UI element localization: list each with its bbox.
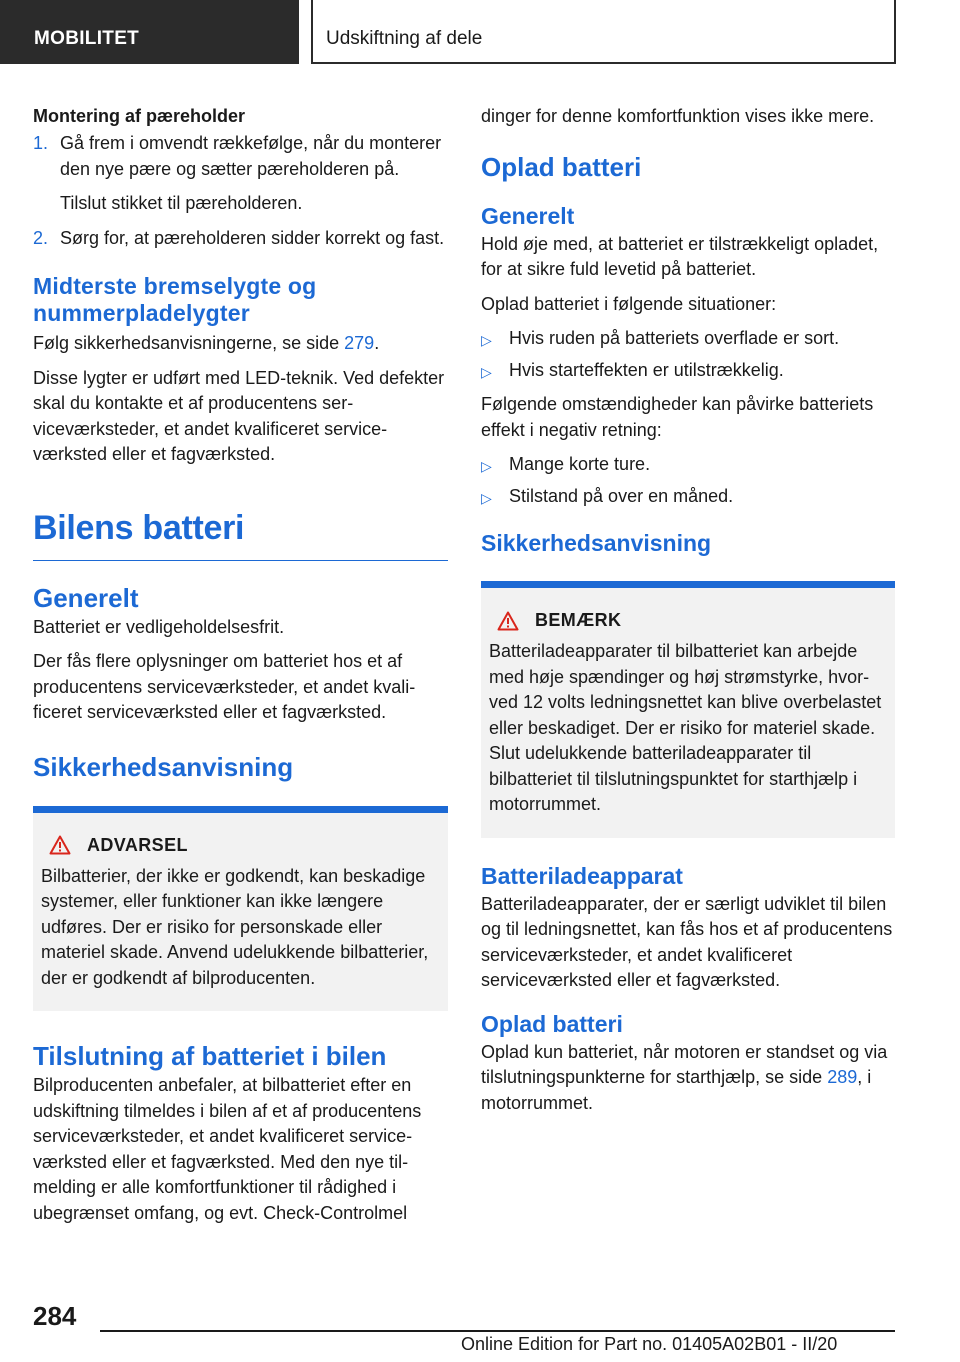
list-item-text: Hvis ruden på batteriets overflade er sort. xyxy=(509,328,840,348)
brake-lights-ref-paragraph xyxy=(33,331,448,357)
charge-general-heading: Generelt xyxy=(481,202,575,229)
warning-triangle-icon xyxy=(49,835,71,855)
charge2-heading: Oplad batteri xyxy=(481,1010,623,1037)
charger-heading: Batteriladeapparat xyxy=(481,862,683,889)
battery-heading: Bilens batteri xyxy=(33,508,448,561)
footer-edition: Online Edition for Part no. 01405A02B01 - II/20 xyxy=(461,1334,838,1354)
brake-lights-paragraph: Disse lygter er udført med LED-teknik. Ved defekter skal du kontakte et af producentens serviceværksteder, et andet kvalificeret serviceværksted eller et fagværksted. xyxy=(33,367,445,464)
note-header xyxy=(489,610,887,631)
list-item xyxy=(481,484,895,510)
step-1-text: Gå frem i omvendt rækkefølge, når du monterer den nye pære og sætter pæreholderen på. xyxy=(60,133,442,179)
list-item-text: Stilstand på over en måned. xyxy=(509,485,734,506)
note-text: Batteriladeapparater til bilbatteriet kan arbejde med høje spændinger og høj strømstyrke, hvorved 12 volts ledningsnettet kan blive overbelastet eller beskadiget. Der er risiko for materiel skade. Slut udelukkende batteriladeapparater til bilbatteriet til tilslutningspunktet for starthjælp i motorrummet. xyxy=(489,641,882,814)
page-ref-279-link[interactable]: 279 xyxy=(344,333,375,353)
note-label: BEMÆRK xyxy=(535,610,622,630)
list-item-text: Mange korte ture. xyxy=(509,454,651,474)
left-column xyxy=(33,104,448,1235)
page-ref-289-link[interactable]: 289 xyxy=(827,1067,858,1087)
charge2-post: , i motorrummet. xyxy=(481,1067,872,1113)
header-section-label: MOBILITET xyxy=(34,28,140,49)
warning-box xyxy=(33,806,448,1012)
header-chapter-label: Udskiftning af dele xyxy=(326,28,483,49)
footer-divider xyxy=(100,1330,895,1332)
triangle-bullet-icon: ▷ xyxy=(481,332,492,348)
right-column xyxy=(481,104,895,1125)
warning-header xyxy=(41,835,440,856)
warning-text: Bilbatterier, der ikke er godkendt, kan beskadige systemer, eller funktioner kan ikke længere udføres. Der er risiko for personskade eller materiel skade. Anvend udelukkende bilbatterier, der er godkendt af bilproducenten. xyxy=(41,865,429,988)
triangle-bullet-icon: ▷ xyxy=(481,363,492,380)
negative-effects-list xyxy=(481,452,895,509)
charge-heading: Oplad batteri xyxy=(481,151,642,182)
safety-heading-right: Sikkerhedsanvisning xyxy=(481,530,712,556)
charge2-pre: Oplad kun batteriet, når motoren er standset og via tilslutningspunkterne for starthjælp, se side xyxy=(481,1041,888,1087)
charger-paragraph: Batteriladeapparater, der er særligt udviklet til bilen og til ledningsnettet, kan fås hos et af producentens serviceværksteder, et andet kvalificeret serviceværksted eller et fagværksted. xyxy=(481,893,893,990)
charge-general-paragraph-1: Hold øje med, at batteriet er tilstrækkeligt opladet, for at sikre fuld levetid på batteriet. xyxy=(481,233,879,279)
warning-triangle-icon xyxy=(497,611,519,631)
warning-label: ADVARSEL xyxy=(87,834,188,855)
general-heading: Generelt xyxy=(33,582,139,613)
general-paragraph-2: Der fås flere oplysninger om batteriet hos et af producentens serviceværksteder, et andet kvalificeret serviceværksted eller et fagværksted. xyxy=(33,651,416,722)
step-1-number: 1. xyxy=(33,133,49,153)
triangle-bullet-icon: ▷ xyxy=(481,489,492,506)
page-number: 284 xyxy=(33,1301,77,1331)
step-1 xyxy=(33,131,448,217)
step-2-text: Sørg for, at pæreholderen sidder korrekt og fast. xyxy=(60,227,445,248)
charge-general-paragraph-2: Oplad batteriet i følgende situationer: xyxy=(481,293,777,314)
general-paragraph-1: Batteriet er vedligeholdelsesfrit. xyxy=(33,616,285,637)
brake-lights-heading: Midterste bremselygte og nummerpladelygter xyxy=(33,273,317,326)
mount-steps xyxy=(33,131,448,251)
triangle-bullet-icon: ▷ xyxy=(481,458,492,474)
list-item xyxy=(481,452,895,478)
connect-heading: Tilslutning af batteriet i bilen xyxy=(33,1041,387,1071)
note-box xyxy=(481,581,895,838)
list-item xyxy=(481,326,895,352)
step-2-number: 2. xyxy=(33,227,49,248)
safety-heading-left: Sikkerhedsanvisning xyxy=(33,751,294,782)
brake-ref-post: . xyxy=(374,333,380,353)
brake-ref-pre: Følg sikkerhedsanvisningerne, se side xyxy=(33,333,345,353)
charge-situations-list xyxy=(481,326,895,383)
mount-title: Montering af pæreholder xyxy=(33,106,246,126)
charge-general-paragraph-3: Følgende omstændigheder kan påvirke batteriets effekt i negativ retning: xyxy=(481,394,874,440)
step-1-subtext: Tilslut stikket til pæreholderen. xyxy=(60,193,303,213)
charge2-paragraph xyxy=(481,1040,895,1117)
header-section-tab xyxy=(0,0,299,64)
header-chapter-box xyxy=(311,0,896,64)
connect-paragraph: Bilproducenten anbefaler, at bilbatteriet efter en udskiftning tilmeldes i bilen af et af producentens serviceværksteder, et andet kvalificeret serviceværksted eller et fagværksted. Med den nye tilmelding er alle komfortfunktioner til rådighed i ubegrænset omfang, og evt. Check-Controlmel xyxy=(33,1075,422,1223)
list-item xyxy=(481,358,895,384)
step-2 xyxy=(33,226,448,252)
list-item-text: Hvis starteffekten er utilstrækkelig. xyxy=(509,359,784,380)
continued-paragraph: dinger for denne komfortfunktion vises ikke mere. xyxy=(481,106,875,126)
